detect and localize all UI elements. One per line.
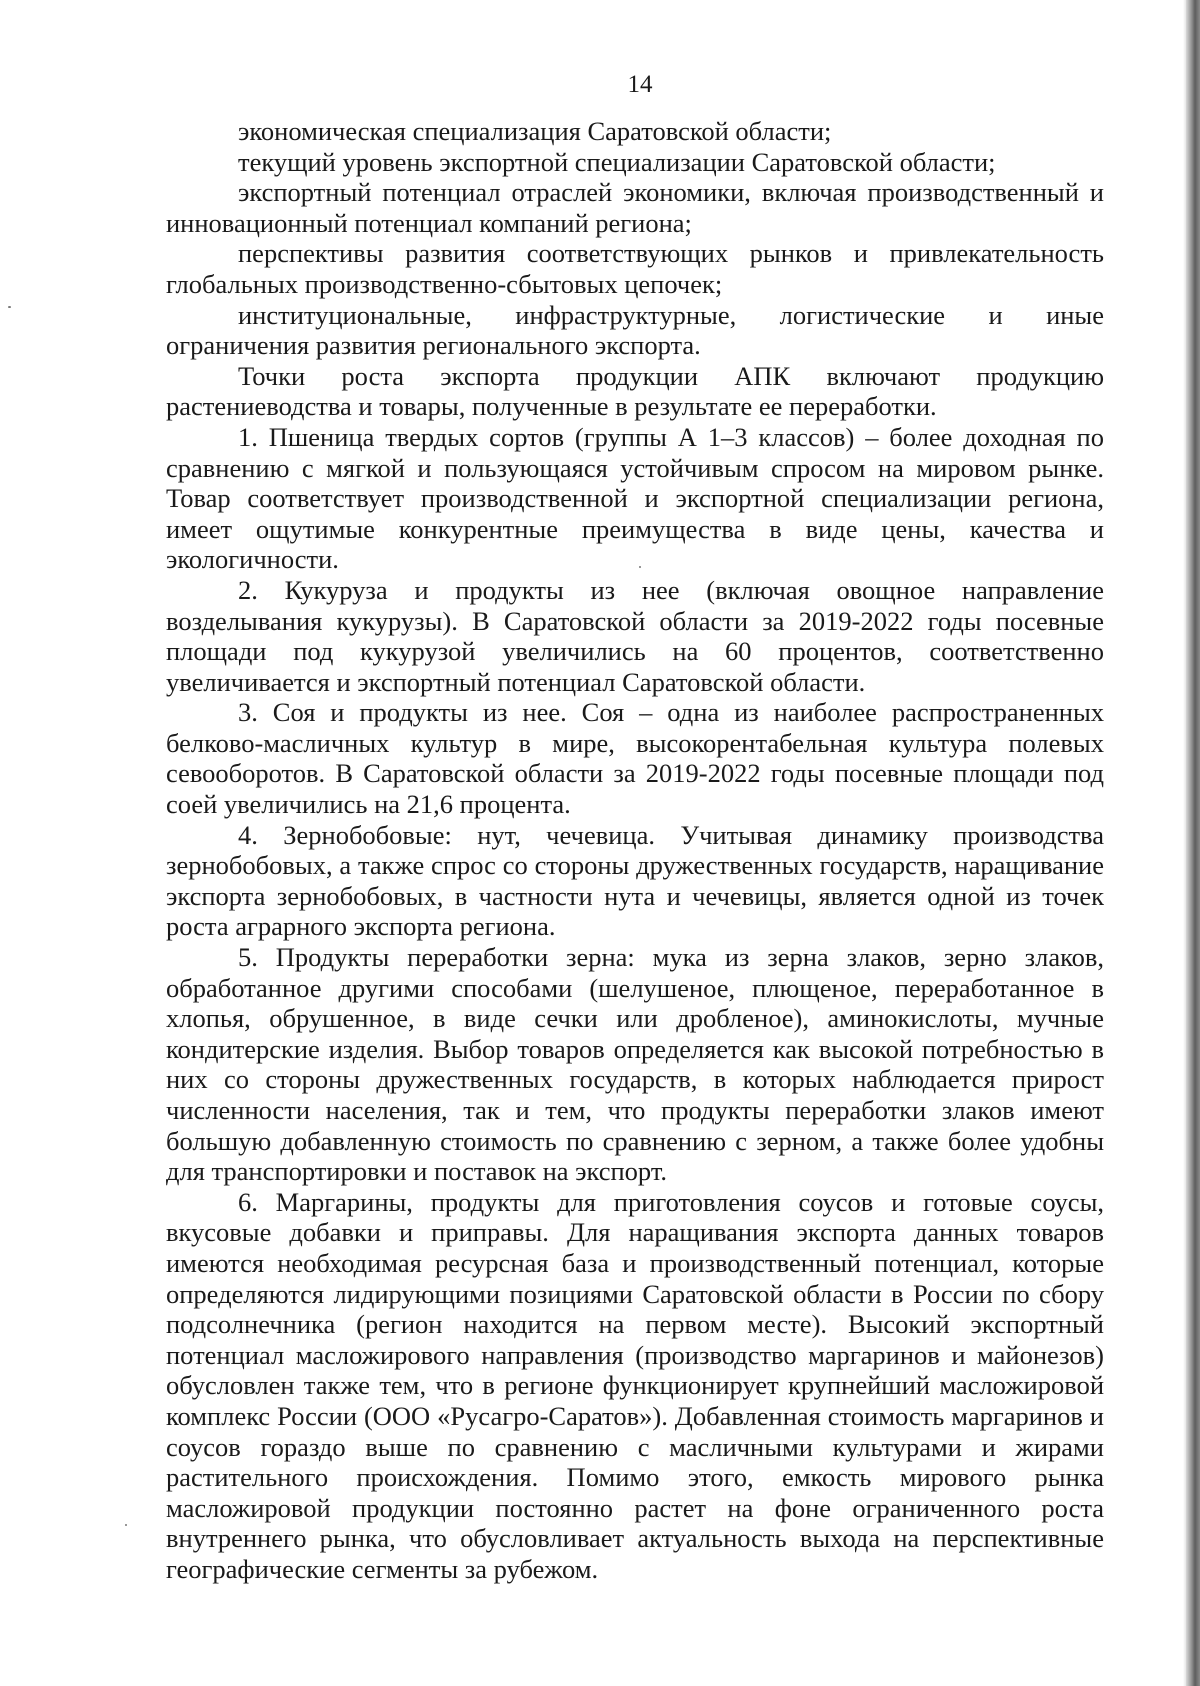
paragraph: Точки роста экспорта продукции АПК включают продукцию растениеводства и товары, полученные в результате ее переработки. [166, 360, 1104, 422]
document-body [166, 116, 1104, 1585]
list-item: 6. Маргарины, продукты для приготовления соусов и готовые соусы, вкусовые добавки и приправы. Для наращивания экспорта данных товаров имеются необходимая ресурсная база и производственный потенциал, которые определяются лидирующими позициями Саратовской области в России по сбору подсолнечника (регион находится на первом месте). Высокий экспортный потенциал масложирового направления (производство маргаринов и майонезов) обусловлен также тем, что в регионе функционирует крупнейший масложировой комплекс России (ООО «Русагро-Саратов»). Добавленная стоимость маргаринов и соусов гораздо выше по сравнению с масличными культурами и жирами растительного происхождения. Помимо этого, емкость мирового рынка масложировой продукции постоянно растет на фоне ограниченного роста внутреннего рынка, что обусловливает актуальность выхода на перспективные географические сегменты за рубежом. [166, 1186, 1104, 1584]
list-item: 4. Зернобобовые: нут, чечевица. Учитывая динамику производства зернобобовых, а также спрос со стороны дружественных государств, наращивание экспорта зернобобовых, в частности нута и чечевицы, является одной из точек роста аграрного экспорта региона. [166, 819, 1104, 942]
list-item: 3. Соя и продукты из нее. Соя – одна из наиболее распространенных белково-масличных культур в мире, высокорентабельная культура полевых севооборотов. В Саратовской области за 2019-2022 годы посевные площади под соей увеличились на 21,6 процента. [166, 697, 1104, 820]
list-item: 1. Пшеница твердых сортов (группы А 1–3 классов) – более доходная по сравнению с мягкой и пользующаяся устойчивым спросом на мировом рынке. Товар соответствует производственной и экспортной специализации региона, имеет ощутимые конкурентные преимущества в виде цены, качества и экологичности. [166, 421, 1104, 575]
page-number: 14 [627, 71, 653, 98]
list-item: 5. Продукты переработки зерна: мука из зерна злаков, зерно злаков, обработанное другими способами (шелушеное, плющеное, переработанное в хлопья, обрушенное, в виде сечки или дробленое), аминокислоты, мучные кондитерские изделия. Выбор товаров определяется как высокой потребностью в них со стороны дружественных государств, в которых наблюдается прирост численности населения, так и тем, что продукты переработки злаков имеют большую добавленную стоимость по сравнению с зерном, а также более удобны для транспортировки и поставок на экспорт. [166, 942, 1104, 1187]
list-item: 2. Кукуруза и продукты из нее (включая овощное направление возделывания кукурузы). В Саратовской области за 2019-2022 годы посевные площади под кукурузой увеличились на 60 процентов, соответственно увеличивается и экспортный потенциал Саратовской области. [166, 574, 1104, 697]
scan-speck [125, 1524, 127, 1526]
paragraph: экспортный потенциал отраслей экономики, включая производственный и инновационный потенциал компаний региона; [166, 177, 1104, 238]
scan-edge [1186, 0, 1200, 1686]
paragraph: институциональные, инфраструктурные, логистические и иные ограничения развития регионального экспорта. [166, 299, 1104, 361]
paragraph: перспективы развития соответствующих рынков и привлекательность глобальных производственно-сбытовых цепочек; [166, 238, 1104, 299]
paragraph: текущий уровень экспортной специализации Саратовской области; [238, 146, 996, 177]
paragraph: экономическая специализация Саратовской области; [238, 116, 832, 146]
scan-speck [8, 306, 11, 308]
